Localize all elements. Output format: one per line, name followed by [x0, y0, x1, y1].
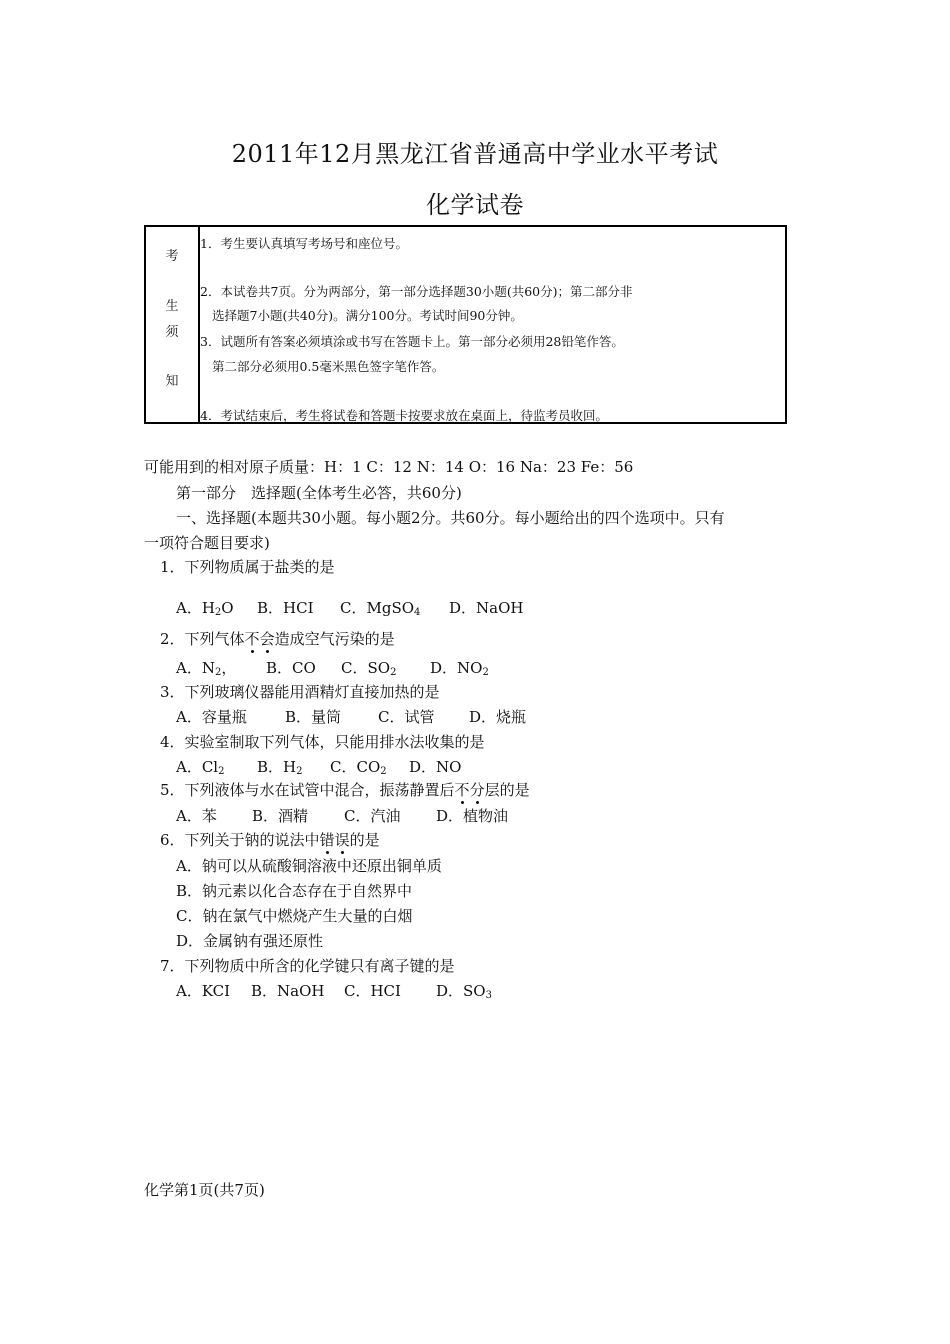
emphasis-char: 误: [334, 831, 350, 849]
answer-option: B．NaOH: [251, 982, 325, 1000]
notice-label-char: 生: [165, 299, 179, 314]
part1-heading: 第一部分 选择题(全体考生必答，共60分): [176, 484, 462, 502]
answer-option: D．植物油: [436, 807, 509, 825]
question-stem: 3．下列玻璃仪器能用酒精灯直接加热的是: [160, 683, 440, 701]
section-intro: 一、选择题(本题共30小题。每小题2分。共60分。每小题给出的四个选项中。只有: [176, 509, 725, 527]
answer-option: C．MgSO$_4$: [340, 599, 421, 618]
answer-option: C．$CO_2$: [330, 758, 387, 777]
answer-option: A．钠可以从硫酸铜溶液中还原出铜单质: [176, 857, 442, 875]
answer-option: D．$SO_3$: [436, 982, 492, 1001]
atomic-mass-line: 可能用到的相对原子质量：H：1 C：12 N：14 O：16 Na：23 Fe：56: [144, 458, 634, 476]
section-intro-cont: 一项符合题目要求): [144, 534, 270, 552]
answer-option: C．汽油: [344, 807, 401, 825]
exam-title: 2011年12月黑龙江省普通高中学业水平考试: [231, 140, 719, 168]
answer-option: B．CO: [266, 659, 316, 677]
question-stem: 1．下列物质属于盐类的是: [160, 558, 335, 576]
notice-item: 3．试题所有答案必须填涂或书写在答题卡上。第一部分必须用28铅笔作答。: [200, 334, 624, 349]
answer-option: D．金属钠有强还原性: [176, 932, 324, 950]
answer-option: A．$N_2$，: [176, 659, 237, 678]
answer-option: A．KCI: [176, 982, 231, 1000]
answer-option: A．容量瓶: [176, 708, 247, 726]
answer-option: B．$H_2$: [257, 758, 303, 777]
notice-label-char: 须: [165, 325, 179, 340]
question-stem: 5．下列液体与水在试管中混合，振荡静置后不分层的是: [160, 781, 530, 799]
page-footer: 化学第1页(共7页): [144, 1181, 265, 1199]
emphasis-char: 错: [319, 831, 335, 849]
emphasis-char: 不: [244, 630, 260, 648]
answer-option: B．酒精: [252, 807, 309, 825]
emphasis-char: 不: [454, 781, 470, 799]
exam-subtitle: 化学试卷: [426, 191, 524, 219]
emphasis-char: 分: [469, 781, 485, 799]
notice-label-column: [146, 227, 200, 422]
answer-option: C．$SO_2$: [341, 659, 397, 678]
answer-option: C．试管: [378, 708, 435, 726]
answer-option: A．苯: [176, 807, 217, 825]
answer-option: B．钠元素以化合态存在于自然界中: [176, 882, 413, 900]
question-stem: 2．下列气体不会造成空气污染的是: [160, 630, 395, 648]
candidate-notice-box: [144, 225, 787, 424]
question-stem: 4．实验室制取下列气体，只能用排水法收集的是: [160, 733, 485, 751]
notice-item: 2．本试卷共7页。分为两部分，第一部分选择题30小题(共60分)；第二部分非: [200, 284, 633, 299]
answer-option: D．烧瓶: [469, 708, 527, 726]
emphasis-char: 会: [259, 630, 275, 648]
answer-option: D．$NO_2$: [430, 659, 489, 678]
notice-item: 第二部分必须用0.5毫米黑色签字笔作答。: [212, 359, 445, 374]
answer-option: B．量筒: [285, 708, 342, 726]
question-stem: 7．下列物质中所含的化学键只有离子键的是: [160, 957, 455, 975]
answer-option: B．HCI: [257, 599, 314, 617]
answer-option: C．钠在氯气中燃烧产生大量的白烟: [176, 907, 413, 925]
notice-item: 选择题7小题(共40分)。满分100分。考试时间90分钟。: [212, 308, 523, 323]
answer-option: A．$H_2O$: [176, 599, 234, 618]
notice-label-char: 考: [165, 249, 179, 264]
notice-label-char: 知: [165, 374, 179, 389]
answer-option: A．$Cl_2$: [176, 758, 225, 777]
notice-item: 1．考生要认真填写考场号和座位号。: [200, 236, 408, 251]
notice-item: 4．考试结束后，考生将试卷和答题卡按要求放在桌面上，待监考员收回。: [200, 408, 608, 423]
question-stem: 6．下列关于钠的说法中错误的是: [160, 831, 380, 849]
answer-option: C．HCI: [344, 982, 401, 1000]
answer-option: D．NaOH: [449, 599, 524, 617]
answer-option: D．NO: [409, 758, 462, 776]
